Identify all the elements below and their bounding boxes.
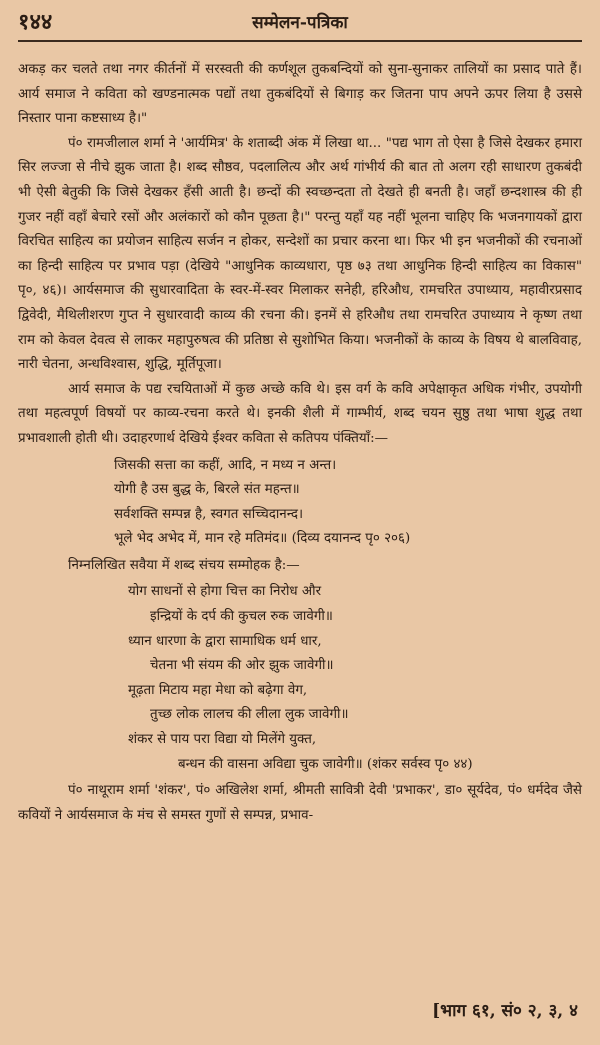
verse-line: भूले भेद अभेद में, मान रहे मतिमंद॥ (दिव्य दयानन्द पृ० २०६) (114, 531, 411, 547)
page-header (18, 10, 582, 38)
verse-line: सर्वशक्ति सम्पन्न है, स्वगत सच्चिदानन्द। (114, 506, 304, 522)
verse-line: शंकर से पाय परा विद्या यो मिलेंगे युक्त, (128, 732, 317, 748)
paragraph: अकड़ कर चलते तथा नगर कीर्तनों में सरस्वती की कर्णशूल तुकबन्दियों को सुना-सुनाकर तालियों का प्रसाद पाते हैं। आर्य समाज ने कविता को खण्डनात्मक पद्यों तथा तुकबंदियों से बिगाड़ कर जितना पाप अपने ऊपर लिया है उससे निस्तार पाना कष्टसाध्य है।" (18, 62, 582, 127)
verse-line: ध्यान धारणा के द्वारा सामाधिक धर्म धार, (128, 633, 322, 649)
issue-reference: [भाग ६१, सं० २, ३, ४ (432, 1001, 578, 1021)
verse-line: योग साधनों से होगा चित्त का निरोध और (128, 584, 322, 600)
body-text (18, 58, 582, 828)
paragraph: पं० रामजीलाल शर्मा ने 'आर्यमित्र' के शताब्दी अंक में लिखा था... "पद्य भाग तो ऐसा है जिसे देखकर हमारा सिर लज्जा से नीचे झुक जाता है। शब्द सौष्ठव, पदलालित्य और अर्थ गांभीर्य की बात तो अलग रही साधारण तुकबंदी भी ऐसी बेतुकी कि जिसे देखकर हँसी आती है। छन्दों की स्वच्छन्दता तो देखते ही बनती है। जहाँ छन्दशास्त्र की ही गुजर नहीं वहाँ बेचारे रसों और अलंकारों को कौन पूछता है।" परन्तु यहाँ यह नहीं भूलना चाहिए कि भजनगायकों द्वारा विरचित साहित्य का प्रयोजन साहित्य सर्जन न होकर, सन्देशों का प्रचार करना था। फिर भी इन भजनीकों की रचनाओं का हिन्दी साहित्य पर प्रभाव पड़ा (देखिये "आधुनिक काव्यधारा, पृष्ठ ७३ तथा आधुनिक हिन्दी साहित्य का विकास" पृ०, ४६)। आर्यसमाज की सुधारवादिता के स्वर-में-स्वर मिलाकर सनेही, हरिऔध, रामचरित उपाध्याय, महावीरप्रसाद द्विवेदी, मैथिलीशरण गुप्त ने सुधारवादी काव्य की रचना की। इनमें से हरिऔध तथा रामचरित उपाध्याय ने कृष्ण तथा राम को केवल देवत्व से लाकर महापुरुषत्व की प्रतिष्ठा से सुशोभित किया। भजनीकों के काव्य के विषय थे बालविवाह, नारी चेतना, अन्धविश्वास, शुद्धि, मूर्तिपूजा। (18, 135, 582, 373)
verse-line: इन्द्रियों के दर्प की कुचल रुक जावेगी॥ (150, 609, 333, 625)
verse-block-1 (18, 454, 582, 552)
verse-line: बन्धन की वासना अविद्या चुक जावेगी॥ (शंकर सर्वस्व पृ० ४४) (178, 756, 473, 772)
verse-line: योगी है उस बुद्ध के, बिरले संत महन्त॥ (114, 482, 300, 498)
paragraph: पं० नाथूराम शर्मा 'शंकर', पं० अखिलेश शर्मा, श्रीमती सावित्री देवी 'प्रभाकर', डा० सूर्यदेव, पं० धर्मदेव जैसे कवियों ने आर्यसमाज के मंच से समस्त गुणों से सम्पन्न, प्रभाव- (18, 783, 582, 823)
running-title: सम्मेलन-पत्रिका (252, 13, 348, 33)
page-number: १४४ (18, 9, 53, 35)
paragraph: आर्य समाज के पद्य रचयिताओं में कुछ अच्छे कवि थे। इस वर्ग के कवि अपेक्षाकृत अधिक गंभीर, उपयोगी तथा महत्वपूर्ण विषयों पर काव्य-रचना करते थे। इनकी शैली में गाम्भीर्य, शब्द चयन सुष्ठु तथा भाषा शुद्ध तथा प्रभावशाली होती थी। उदाहरणार्थ देखिये ईश्वर कविता से कतिपय पंक्तियाँ:— (18, 381, 582, 446)
header-rule (18, 40, 582, 42)
verse-line: जिसकी सत्ता का कहीं, आदि, न मध्य न अन्त। (114, 457, 337, 473)
verse-line: मूढ़ता मिटाय महा मेधा को बढ़ेगा वेग, (128, 682, 308, 698)
verse-intro: निम्नलिखित सवैया में शब्द संचय सम्मोहक है:— (68, 557, 300, 573)
verse-block-2 (18, 580, 582, 777)
verse-line: तुच्छ लोक लालच की लीला लुक जावेगी॥ (150, 707, 349, 723)
verse-line: चेतना भी संयम की ओर झुक जावेगी॥ (150, 658, 334, 674)
